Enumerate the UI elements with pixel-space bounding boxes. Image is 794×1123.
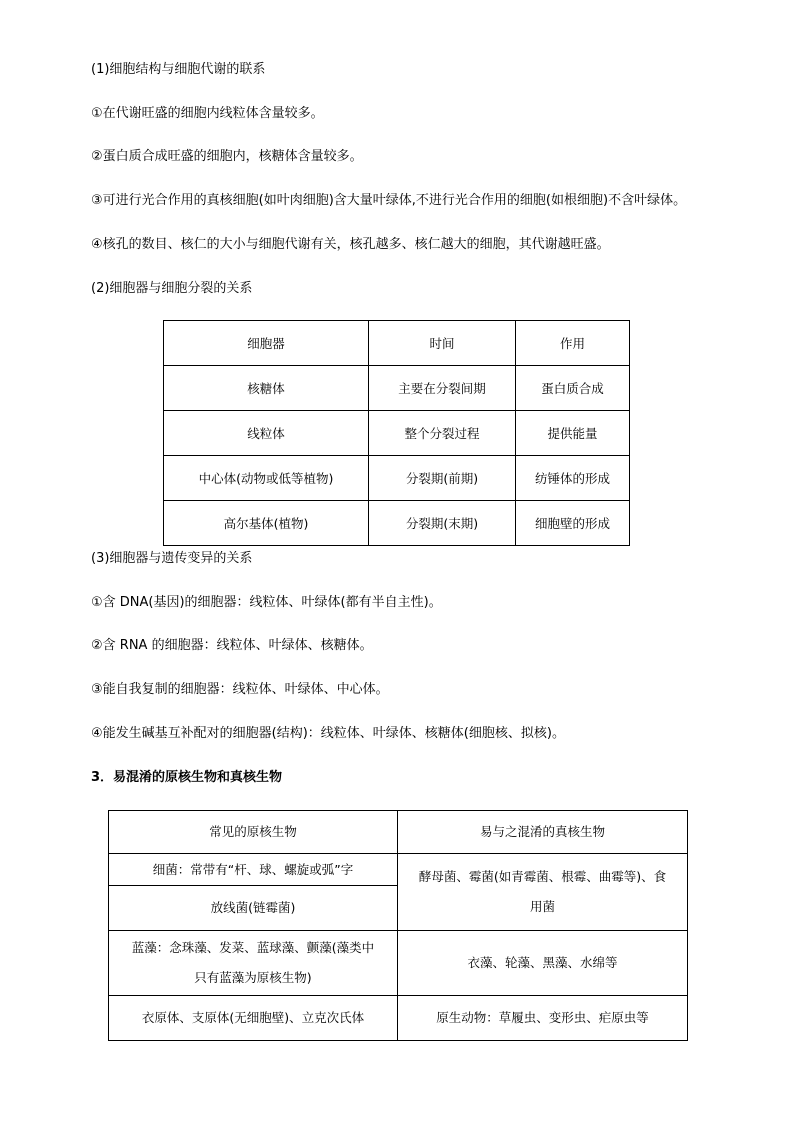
table-cell bbox=[398, 854, 688, 931]
section1-heading: (1)细胞结构与细胞代谢的联系 bbox=[91, 62, 266, 77]
table-cell-line: 用菌 bbox=[529, 899, 555, 914]
section4-heading: 3．易混淆的原核生物和真核生物 bbox=[91, 770, 283, 785]
table-cell: 高尔基体(植物) bbox=[164, 501, 369, 546]
table-row bbox=[109, 854, 688, 886]
section1-item-1: ①在代谢旺盛的细胞内线粒体含量较多。 bbox=[91, 106, 324, 121]
table-row bbox=[164, 456, 630, 501]
table-cell: 分裂期(末期) bbox=[369, 501, 516, 546]
table-header-cell: 时间 bbox=[369, 321, 516, 366]
section3-item-2: ②含 RNA 的细胞器：线粒体、叶绿体、核糖体。 bbox=[91, 638, 373, 653]
table-cell: 原生动物：草履虫、变形虫、疟原虫等 bbox=[398, 996, 688, 1041]
prokaryote-eukaryote-table bbox=[108, 810, 688, 1041]
table-cell-line: 蓝藻：念珠藻、发菜、蓝球藻、颤藻(藻类中 bbox=[131, 940, 375, 955]
table-header-cell: 常见的原核生物 bbox=[109, 811, 398, 854]
table-cell: 蛋白质合成 bbox=[516, 366, 630, 411]
table-cell: 衣原体、支原体(无细胞壁)、立克次氏体 bbox=[109, 996, 398, 1041]
section1-item-4: ④核孔的数目、核仁的大小与细胞代谢有关，核孔越多、核仁越大的细胞，其代谢越旺盛。 bbox=[91, 237, 610, 252]
table-cell: 分裂期(前期) bbox=[369, 456, 516, 501]
table-cell bbox=[109, 931, 398, 996]
section3-heading: (3)细胞器与遗传变异的关系 bbox=[91, 551, 253, 566]
table-cell: 衣藻、轮藻、黑藻、水绵等 bbox=[398, 931, 688, 996]
table-row bbox=[164, 366, 630, 411]
section3-item-1: ①含 DNA(基因)的细胞器：线粒体、叶绿体(都有半自主性)。 bbox=[91, 595, 442, 610]
table-header-row bbox=[109, 811, 688, 854]
section1-item-3: ③可进行光合作用的真核细胞(如叶肉细胞)含大量叶绿体,不进行光合作用的细胞(如根细胞)不含叶绿体。 bbox=[91, 193, 687, 208]
section3-item-4: ④能发生碱基互补配对的细胞器(结构)：线粒体、叶绿体、核糖体(细胞核、拟核)。 bbox=[91, 726, 565, 741]
table-header-cell: 易与之混淆的真核生物 bbox=[398, 811, 688, 854]
table-header-row bbox=[164, 321, 630, 366]
table-header-cell: 作用 bbox=[516, 321, 630, 366]
organelle-division-table bbox=[163, 320, 630, 546]
table-row bbox=[109, 931, 688, 996]
section1-item-2: ②蛋白质合成旺盛的细胞内，核糖体含量较多。 bbox=[91, 149, 363, 164]
table-cell: 放线菌(链霉菌) bbox=[109, 886, 398, 931]
table-cell: 中心体(动物或低等植物) bbox=[164, 456, 369, 501]
table-cell-line: 酵母菌、霉菌(如青霉菌、根霉、曲霉等)、食 bbox=[418, 869, 667, 884]
section3-item-3: ③能自我复制的细胞器：线粒体、叶绿体、中心体。 bbox=[91, 682, 389, 697]
table-row bbox=[164, 501, 630, 546]
table-cell: 细菌：常带有“杆、球、螺旋或弧”字 bbox=[109, 854, 398, 886]
table-cell: 纺锤体的形成 bbox=[516, 456, 630, 501]
section2-heading: (2)细胞器与细胞分裂的关系 bbox=[91, 281, 253, 296]
table-cell: 核糖体 bbox=[164, 366, 369, 411]
table-cell-line: 只有蓝藻为原核生物) bbox=[194, 970, 312, 985]
table-header-cell: 细胞器 bbox=[164, 321, 369, 366]
table-row bbox=[164, 411, 630, 456]
table-row bbox=[109, 996, 688, 1041]
table-cell: 整个分裂过程 bbox=[369, 411, 516, 456]
table-cell: 细胞壁的形成 bbox=[516, 501, 630, 546]
table-cell: 主要在分裂间期 bbox=[369, 366, 516, 411]
table-cell: 线粒体 bbox=[164, 411, 369, 456]
table-cell: 提供能量 bbox=[516, 411, 630, 456]
